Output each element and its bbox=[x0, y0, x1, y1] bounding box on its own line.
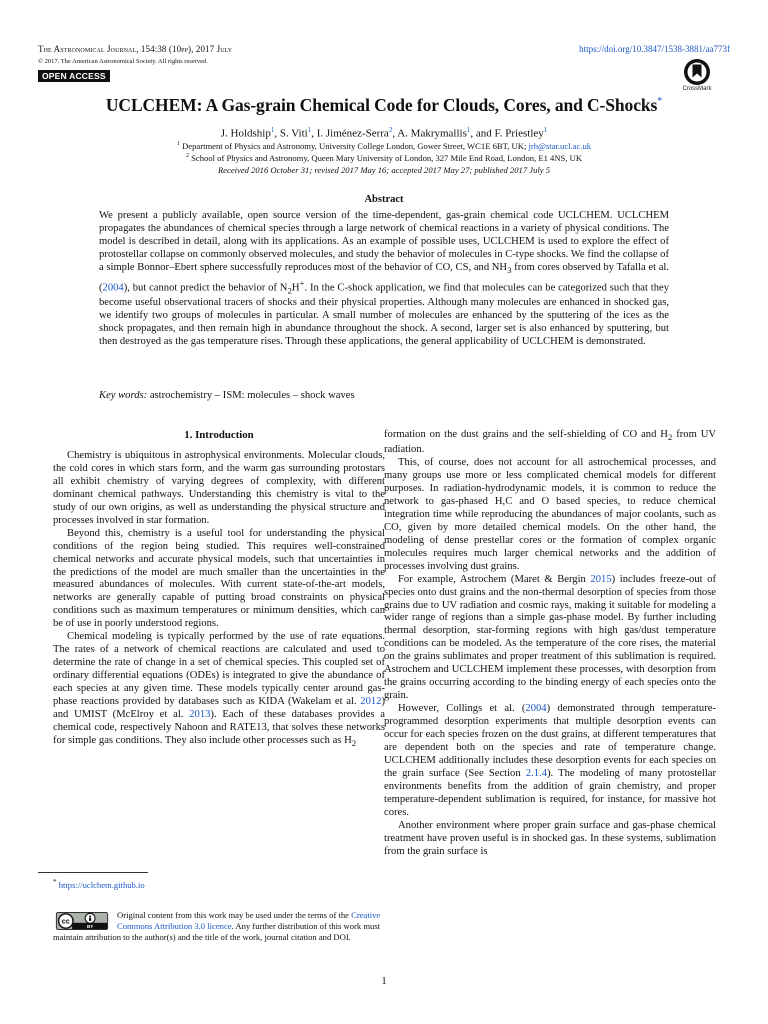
subscript: 3 bbox=[507, 264, 512, 275]
subscript: 2 bbox=[351, 738, 357, 749]
paragraph-segment: For example, Astrochem (Maret & Bergin bbox=[398, 573, 591, 585]
paragraph bbox=[53, 631, 385, 750]
paragraph bbox=[384, 703, 716, 820]
paper-title bbox=[38, 95, 730, 116]
citation-link[interactable]: 2013 bbox=[189, 709, 211, 721]
right-column bbox=[384, 429, 716, 859]
keywords-line bbox=[99, 390, 669, 401]
subscript: 2 bbox=[287, 285, 292, 296]
crossmark-badge[interactable] bbox=[677, 58, 717, 100]
author-separator: , bbox=[392, 127, 398, 140]
crossmark-label: CrossMark bbox=[682, 86, 712, 92]
title-footnote-mark[interactable]: * bbox=[657, 96, 663, 108]
title-text: UCLCHEM: A Gas-grain Chemical Code for Clouds, Cores, and C-Shocks bbox=[105, 95, 658, 115]
citation-link[interactable]: 2012 bbox=[360, 696, 382, 708]
author-affil-mark[interactable]: 2 bbox=[388, 126, 393, 134]
author-email-link[interactable]: jrh@star.ucl.ac.uk bbox=[528, 141, 592, 151]
svg-text:BY: BY bbox=[86, 924, 94, 930]
citation-link[interactable]: 2004 bbox=[525, 703, 547, 715]
abstract-segment: . In the C-shock application, we find that molecules can be categorized such that they become useful observational tracers of shocks and their physical properties. Although many molecules are enhanced in shocked gas, we identify two groups of molecules in particular. A small number of molecules are enhanced by the sputtering of the ices as the shock propagates, and then remain high in abundance throughout the shock. A second, larger set is also enhanced by sputtering, but then destroyed as the gas temperature rises. Through these applications, the general applicability of UCLCHEM is demonstrated. bbox=[99, 282, 669, 348]
author-separator: , and bbox=[470, 127, 495, 140]
paragraph-segment: Chemical modeling is typically performed by the use of rate equations. The rates of a network of chemical reactions are calculated and used to determine the rate of change in a set of chemical species. This coupled set of ordinary differential equations (ODEs) is integrated to give the abundance of each species at any given time. These models typically center around gas-phase reactions provided by databases such as KIDA (Wakelam et al. bbox=[53, 631, 385, 708]
formula-h: H bbox=[291, 282, 300, 294]
abstract-heading: Abstract bbox=[364, 194, 404, 205]
paragraph-segment: ). The modeling of many protostellar environments benefits from the addition of grain chemistry, and proper temperature-dependent sublimation is required, for instance, for massive hot cores. bbox=[384, 767, 716, 818]
license-text: . Any further distribution of this work must maintain attribution to the author(s) and the title of the work, journal citation and DOI. bbox=[53, 921, 381, 942]
author: J. Holdship bbox=[220, 127, 271, 140]
paragraph-segment: However, Collings et al. ( bbox=[398, 703, 526, 715]
author-affil-mark[interactable]: 1 bbox=[466, 126, 471, 134]
author-affil-mark[interactable]: 1 bbox=[543, 126, 548, 134]
keywords-list: astrochemistry – ISM: molecules – shock waves bbox=[149, 390, 355, 401]
affiliation-number: 2 bbox=[185, 153, 189, 160]
section-heading: 1. Introduction bbox=[184, 429, 254, 441]
author: S. Viti bbox=[279, 127, 308, 140]
author-affil-mark[interactable]: 1 bbox=[270, 126, 275, 134]
abstract-text bbox=[99, 210, 669, 349]
affiliation-number: 1 bbox=[176, 141, 180, 148]
svg-text:cc: cc bbox=[61, 916, 70, 926]
keywords-label: Key words: bbox=[99, 390, 148, 401]
paragraph-segment: ). Each of these databases provides a chemical code, respectively Nahoon and RATE13, that solves these networks for simple gas conditions. They also include other processes such as H bbox=[53, 709, 385, 746]
paragraph: This, of course, does not account for all astrochemical processes, and many groups use more or less complicated chemical models for different purposes. In radiation-hydrodynamic models, it is common to reduce the network to gas-phased H,C and O based species, to reduce chemical integration time while reproducing the abundances of major coolants, such as CO, given by more detailed chemical models. On the other hand, the modeling of dense prestellar cores or the formation of complex organic molecules requires much larger chemical networks and the addition of processes involving dust grains. bbox=[384, 457, 716, 572]
section-link[interactable]: 2.1.4 bbox=[525, 767, 547, 779]
paragraph-segment: ) and UMIST (McElroy et al. bbox=[53, 696, 385, 721]
footnote-url-link[interactable]: https://uclchem.github.io bbox=[58, 879, 145, 890]
running-header bbox=[38, 44, 730, 58]
affiliation-1 bbox=[38, 141, 730, 151]
author: I. Jiménez-Serra bbox=[316, 127, 389, 140]
journal-citation: The Astronomical Journal, 154:38 (10pp), 2017 July bbox=[38, 44, 233, 54]
author: F. Priestley bbox=[494, 127, 544, 140]
paragraph-segment: from UV radiation. bbox=[384, 429, 716, 456]
open-access-badge: OPEN ACCESS bbox=[38, 70, 110, 82]
paragraph-segment: ) includes freeze-out of species onto dust grains and the non-thermal desorption of species from those grains due to UV radiation and cosmic rays, making it suitable for modeling a wider range of regions than a simple gas-phase model. By further including thermal desorption, star-forming regions with high gas/dust temperature conditions can be modeled. As the temperature of the core rises, the material on the grains sublimates and proper treatment of this sublimation is required. Astrochem and UCLCHEM implement these processes, with desorption from the grains occurring according to the binding energy of each species onto the grain. bbox=[384, 573, 716, 702]
affiliation-text: Department of Physics and Astronomy, University College London, Gower Street, WC1E 6BT, UK; bbox=[182, 141, 527, 151]
author-separator: , bbox=[311, 127, 317, 140]
paragraph bbox=[384, 429, 716, 457]
license-notice bbox=[53, 910, 385, 943]
paragraph: Another environment where proper grain surface and gas-phase chemical treatment have proven useful is in shocked gas. In these systems, sublimation from the grain surface is bbox=[384, 819, 716, 857]
paragraph: Beyond this, chemistry is a useful tool for understanding the physical conditions of the region being studied. This requires well-constrained chemical networks and accurate physical models, such that uncertainties in the predictions of the model are much smaller than the uncertainties in the measured abundances of molecules. With current state-of-the-art models, networks are generally capable of putting broad constraints on physical conditions such as maximum temperatures or minimum densities, which can be of use in poorly understood regions. bbox=[53, 527, 385, 630]
affiliation-2 bbox=[38, 153, 730, 163]
subscript: 2 bbox=[667, 432, 673, 443]
footnote bbox=[53, 878, 145, 890]
crossmark-icon bbox=[683, 58, 711, 86]
left-column bbox=[53, 429, 385, 750]
license-link[interactable]: Creative Commons Attribution 3.0 licence bbox=[117, 910, 381, 931]
author-list bbox=[38, 126, 730, 140]
footnote-divider bbox=[38, 872, 148, 873]
author-separator: , bbox=[274, 127, 280, 140]
abstract-segment: ), but cannot predict the behavior of N bbox=[123, 282, 288, 294]
affiliation-text: School of Physics and Astronomy, Queen Mary University of London, 327 Mile End Road, London, E1 4NS, UK bbox=[191, 153, 583, 163]
doi-link[interactable]: https://doi.org/10.3847/1538-3881/aa773f bbox=[579, 44, 730, 54]
paragraph bbox=[384, 574, 716, 704]
paragraph: Chemistry is ubiquitous in astrophysical environments. Molecular clouds, the cold cores in which stars form, and the warm gas surrounding protostars all exhibit chemistry of varying degrees of complexity, with different dominant chemical pathways. Understanding this chemistry is vital to the study of our own origins, as well as understanding the physical structure and processes involved in star formation. bbox=[53, 449, 385, 526]
publication-dates: Received 2016 October 31; revised 2017 May 16; accepted 2017 May 27; published 2017 July 5 bbox=[217, 165, 551, 175]
citation-link[interactable]: 2015 bbox=[590, 573, 612, 585]
citation-link[interactable]: 2004 bbox=[102, 282, 124, 294]
paragraph-segment: ) demonstrated through temperature-programmed desorption experiments that multiple desorption events can occur for each species frozen on the dust grains, at different temperatures that are dependent both on the species and rate of temperature change. UCLCHEM additionally includes these desorption events for each species on the grain surface (See Section bbox=[384, 703, 716, 779]
page-number: 1 bbox=[381, 976, 387, 987]
cc-by-license-icon[interactable] bbox=[53, 912, 111, 930]
author: A. Makrymallis bbox=[397, 127, 467, 140]
paragraph-segment: formation on the dust grains and the self-shielding of CO and H bbox=[384, 429, 668, 440]
abstract-segment: We present a publicly available, open source version of the time-dependent, gas-grain chemical code UCLCHEM. UCLCHEM propagates the abundances of chemical species through a large network of chemical reactions in a variety of physical conditions. The model is described in detail, along with its applications. As an example of possible uses, UCLCHEM is used to explore the effect of protostellar collapse on commonly observed molecules, and study the behavior of molecules in C-type shocks. We find the collapse of a simple Bonnor–Ebert sphere successfully reproduces most of the behavior of CO, CS, and NH bbox=[99, 210, 669, 273]
license-text: Original content from this work may be used under the terms of the bbox=[117, 910, 352, 920]
superscript: + bbox=[299, 277, 305, 288]
author-affil-mark[interactable]: 1 bbox=[307, 126, 312, 134]
copyright-notice: © 2017. The American Astronomical Society. All rights reserved. bbox=[38, 58, 208, 65]
footnote-mark: * bbox=[53, 878, 57, 886]
abstract-segment: from cores observed by Tafalla et al. ( bbox=[99, 261, 669, 294]
